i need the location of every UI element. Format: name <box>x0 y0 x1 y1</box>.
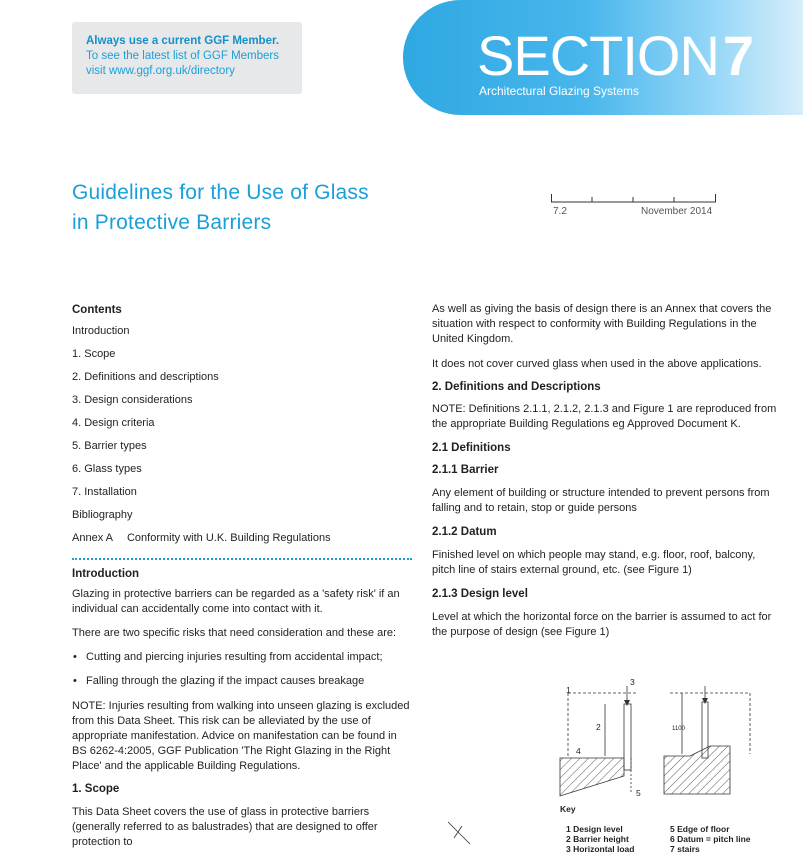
document-title-line1: Guidelines for the Use of Glass <box>72 181 369 204</box>
member-notice-link[interactable]: visit www.ggf.org.uk/directory <box>86 65 235 77</box>
introduction-paragraph: Glazing in protective barriers can be regarded as a 'safety risk' if an individual can accidentally come into contact with it. <box>72 588 400 615</box>
barrier-heading: 2.1.1 Barrier <box>432 464 499 476</box>
introduction-heading: Introduction <box>72 568 140 580</box>
figure-label-4: 4 <box>576 746 581 756</box>
toc-item[interactable]: Introduction <box>72 325 130 337</box>
reference-number: 7.2 <box>553 206 567 217</box>
definitions-heading: 2. Definitions and Descriptions <box>432 381 601 393</box>
right-column <box>432 302 777 640</box>
figure-key-item: 2 Barrier height <box>566 834 629 844</box>
scope-heading: 1. Scope <box>72 783 120 795</box>
toc-item[interactable]: 1. Scope <box>72 348 116 360</box>
figure-label-3: 3 <box>630 677 635 687</box>
toc-item[interactable]: 5. Barrier types <box>72 440 147 452</box>
figure-label-2: 2 <box>596 722 601 732</box>
figure-key-item: 7 stairs <box>670 844 700 854</box>
barrier-figure <box>560 676 770 854</box>
figure-key-item: 1 Design level <box>566 824 623 834</box>
member-notice-box <box>72 22 302 94</box>
member-notice-line: To see the latest list of GGF Members <box>86 50 280 62</box>
toc-item[interactable]: Bibliography <box>72 509 133 521</box>
figure-key-item: 6 Datum = pitch line <box>670 834 751 844</box>
annex-paragraph: As well as giving the basis of design there is an Annex that covers the situation with respect to conformity with Building Regulations in the United Kingdom. <box>432 303 772 345</box>
datum-heading: 2.1.2 Datum <box>432 526 497 538</box>
introduction-note: NOTE: Injuries resulting from walking into unseen glazing is excluded from this Data Sheet. This risk can be alleviated by the use of appropriate manifestation. Advice on manifestation can be found in BS 6262-4:2005, GGF Publication 'The Right Glazing in the Right Place' and the applicable Building Regulations. <box>72 700 410 772</box>
barrier-diagram <box>560 676 770 796</box>
annex-text: Conformity with U.K. Building Regulations <box>126 532 331 544</box>
datum-definition: Finished level on which people may stand, e.g. floor, roof, balcony, pitch line of stairs external ground, etc. (see Figure 1) <box>432 549 756 576</box>
section-word: SECTION <box>477 24 719 87</box>
publication-date: November 2014 <box>641 206 713 217</box>
toc-item[interactable]: 2. Definitions and descriptions <box>72 371 219 383</box>
design-level-heading: 2.1.3 Design level <box>432 588 528 600</box>
risk-bullet: • Falling through the glazing if the impact causes breakage <box>72 674 412 689</box>
figure-key-item: 3 Horizontal load <box>566 844 635 854</box>
member-notice-heading: Always use a current GGF Member. <box>86 35 280 47</box>
toc-item[interactable]: 4. Design criteria <box>72 417 155 429</box>
toc-item[interactable]: 6. Glass types <box>72 463 142 475</box>
definitions-subheading: 2.1 Definitions <box>432 442 511 454</box>
section-heading <box>477 26 753 86</box>
introduction-paragraph: There are two specific risks that need consideration and these are: <box>72 627 397 639</box>
reference-ruler <box>551 192 716 204</box>
toc-item-annex[interactable] <box>72 531 412 554</box>
scope-paragraph: This Data Sheet covers the use of glass in protective barriers (generally referred to as balustrades) that are designed to offer protection to <box>72 806 378 848</box>
dotted-divider <box>72 558 412 560</box>
document-title <box>72 178 412 238</box>
figure-key-title: Key <box>560 804 576 814</box>
barrier-definition: Any element of building or structure intended to prevent persons from falling and to retain, stop or guide persons <box>432 487 770 514</box>
figure-height-label: 1100 <box>672 726 685 732</box>
annex-label: Annex A <box>72 532 113 544</box>
figure-label-1: 1 <box>566 685 571 695</box>
section-number: 7 <box>722 24 754 87</box>
stair-diagram-fragment <box>444 818 474 848</box>
curved-glass-paragraph: It does not cover curved glass when used in the above applications. <box>432 358 762 370</box>
figure-label-5: 5 <box>636 788 641 798</box>
definitions-note: NOTE: Definitions 2.1.1, 2.1.2, 2.1.3 and Figure 1 are reproduced from the appropriate Building Regulations eg Approved Document K. <box>432 403 777 430</box>
toc-item[interactable]: 7. Installation <box>72 486 137 498</box>
figure-key-item: 5 Edge of floor <box>670 824 730 834</box>
contents-heading: Contents <box>72 304 122 316</box>
section-subtitle: Architectural Glazing Systems <box>479 84 640 98</box>
toc-item[interactable]: 3. Design considerations <box>72 394 193 406</box>
document-title-line2: in Protective Barriers <box>72 211 272 234</box>
left-column <box>72 302 412 850</box>
design-level-definition: Level at which the horizontal force on the barrier is assumed to act for the purpose of design (see Figure 1) <box>432 611 772 638</box>
risk-bullet: • Cutting and piercing injuries resulting from accidental impact; <box>72 650 412 665</box>
